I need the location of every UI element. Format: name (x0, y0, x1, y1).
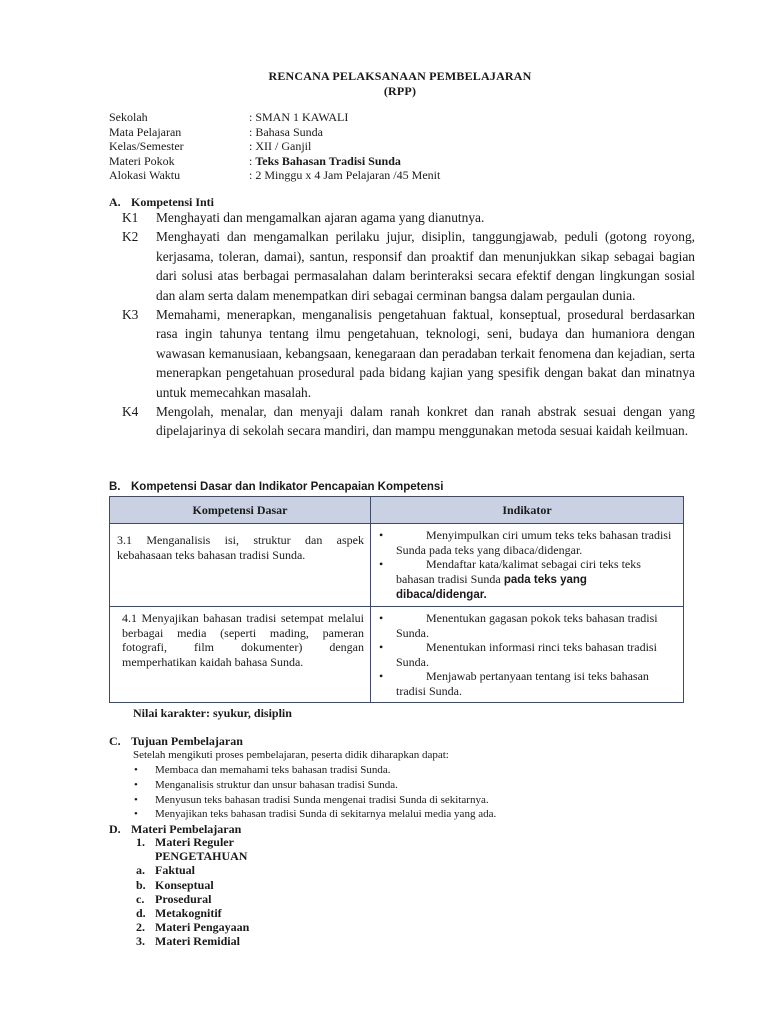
document-subtitle: (RPP) (383, 84, 417, 98)
list-item: • Menganalisis struktur dan unsur bahasan tradisi Sunda. (133, 778, 496, 793)
kompetensi-inti-list (122, 208, 695, 441)
ki-code: K1 (122, 210, 139, 225)
identity-label: Sekolah (109, 110, 148, 124)
identity-label: Kelas/Semester (109, 139, 184, 154)
section-letter: D. (109, 822, 121, 836)
identity-value (249, 154, 401, 169)
column-header-kd: Kompetensi Dasar (110, 497, 371, 524)
indikator-text: Menentukan gagasan pokok teks bahasan tradisi Sunda. (396, 610, 658, 640)
indikator-text-bold: pada teks yang dibaca/didengar. (396, 573, 587, 602)
ki-code: K4 (122, 404, 139, 420)
nilai-karakter: Nilai karakter: syukur, disiplin (133, 706, 292, 720)
ki-text: Menghayati dan mengamalkan perilaku jujur, disiplin, tanggungjawab, peduli (gotong royong, kerjasama, toleran, damai), santun, responsif dan proaktif dan menunjukkan sikap sebagai bagian dari solusi atas berbagai permasalahan dalam berinteraksi secara efektif dengan lingkungan sosial dan alam serta dalam menempatkan diri sebagai cerminan bangsa dalam pergaulan dunia. (156, 229, 695, 303)
table-row (110, 524, 684, 607)
identity-row-subject (109, 125, 440, 140)
section-letter: C. (109, 734, 121, 748)
indikator-item (377, 557, 677, 603)
indikator-text: Menyimpulkan ciri umum teks teks bahasan tradisi Sunda pada teks yang dibaca/didengar. (396, 528, 672, 557)
section-letter: A. (109, 195, 121, 209)
list-item: • Menyusun teks bahasan tradisi Sunda mengenai tradisi Sunda di sekitarnya. (133, 793, 496, 808)
ki-text: Memahami, menerapkan, menganalisis pengetahuan faktual, konseptual, prosedural berdasarkan rasa ingin tahunya tentang ilmu pengetahuan, teknologi, seni, budaya dan humaniora dengan wawasan kemanusiaan, kebangsaan, kenegaraan dan peradaban terkait fenomena dan kejadian, serta menerapkan pengetahuan prosedural pada bidang kajian yang spesifik dengan bakat dan minatnya untuk memecahkan masalah. (156, 307, 695, 400)
identity-value: : SMAN 1 KAWALI (249, 110, 349, 124)
list-item: c. Prosedural (136, 891, 212, 906)
ki-code: K2 (122, 229, 139, 245)
list-item: 3. Materi Remidial (136, 934, 240, 949)
list-item: 2. Materi Pengayaan (136, 920, 250, 935)
list-item: • Menyajikan teks bahasan tradisi Sunda di sekitarnya melalui media yang ada. (133, 807, 496, 822)
identity-label: Materi Pokok (109, 153, 175, 168)
identity-value-topic: Teks Bahasan Tradisi Sunda (255, 153, 401, 168)
ki-item (122, 208, 695, 227)
tujuan-list (133, 763, 496, 822)
indikator-text: Mendaftar kata/kalimat sebagai ciri teks teks bahasan tradisi Sunda (396, 557, 641, 586)
indikator-text: Menentukan informasi rinci teks bahasan tradisi Sunda. (396, 640, 657, 669)
materi-list (136, 835, 249, 949)
identity-block (109, 110, 440, 183)
ki-text: Menghayati dan mengamalkan ajaran agama yang dianutnya. (156, 210, 485, 225)
identity-value-prefix: : (249, 153, 256, 168)
indikator-item (377, 528, 677, 557)
section-title: Kompetensi Dasar dan Indikator Pencapaian Kompetensi (131, 481, 444, 493)
ki-code: K3 (122, 307, 139, 323)
ki-item (122, 227, 695, 305)
list-item: PENGETAHUAN (155, 849, 248, 864)
list-item: a. Faktual (136, 863, 196, 878)
kd-cell: 3.1 Menganalisis isi, struktur dan aspek kebahasaan teks bahasan tradisi Sunda. (110, 524, 371, 607)
identity-label: Mata Pelajaran (109, 124, 182, 139)
kd-indikator-table (109, 496, 684, 703)
identity-row-time (109, 168, 440, 183)
section-letter: B. (109, 481, 121, 493)
list-item: • Membaca dan memahami teks bahasan tradisi Sunda. (133, 763, 496, 778)
list-item: 1. Materi Reguler (136, 835, 234, 849)
column-header-indikator: Indikator (371, 497, 684, 524)
ki-item (122, 305, 695, 402)
indikator-cell (371, 524, 684, 607)
section-title: Materi Pembelajaran (131, 822, 242, 836)
indikator-item (377, 611, 677, 640)
identity-row-class (109, 139, 440, 154)
ki-item (122, 402, 695, 441)
document-title: RENCANA PELAKSANAAN PEMBELAJARAN (268, 69, 532, 83)
indikator-item (377, 640, 677, 669)
table-row (110, 606, 684, 702)
kd-cell: 4.1 Menyajikan bahasan tradisi setempat melalui berbagai media (seperti mading, pameran fotografi, film dokumenter) dengan memperhatikan kaidah bahasa Sunda. (110, 606, 371, 702)
identity-row-school (109, 110, 440, 125)
list-item: d. Metakognitif (136, 906, 222, 921)
identity-value: : Bahasa Sunda (249, 124, 323, 139)
list-item: b. Konseptual (136, 877, 214, 892)
identity-row-topic (109, 154, 440, 169)
indikator-text: Menjawab pertanyaan tentang isi teks bahasan tradisi Sunda. (396, 669, 649, 698)
indikator-cell (371, 606, 684, 702)
section-c-heading (109, 734, 243, 749)
identity-value: : XII / Ganjil (249, 139, 312, 154)
section-title: Tujuan Pembelajaran (131, 734, 243, 748)
ki-text: Mengolah, menalar, dan menyaji dalam ranah konkret dan ranah abstrak sesuai dengan yang dipelajarinya di sekolah secara mandiri, dan mampu menggunakan metoda sesuai kaidah keilmuan. (156, 404, 695, 439)
indikator-item (377, 669, 677, 698)
section-title: Kompetensi Inti (131, 195, 215, 209)
tujuan-intro: Setelah mengikuti proses pembelajaran, peserta didik diharapkan dapat: (133, 749, 449, 761)
identity-value: : 2 Minggu x 4 Jam Pelajaran /45 Menit (249, 168, 441, 183)
section-b-heading (109, 481, 444, 493)
identity-label: Alokasi Waktu (109, 168, 181, 183)
